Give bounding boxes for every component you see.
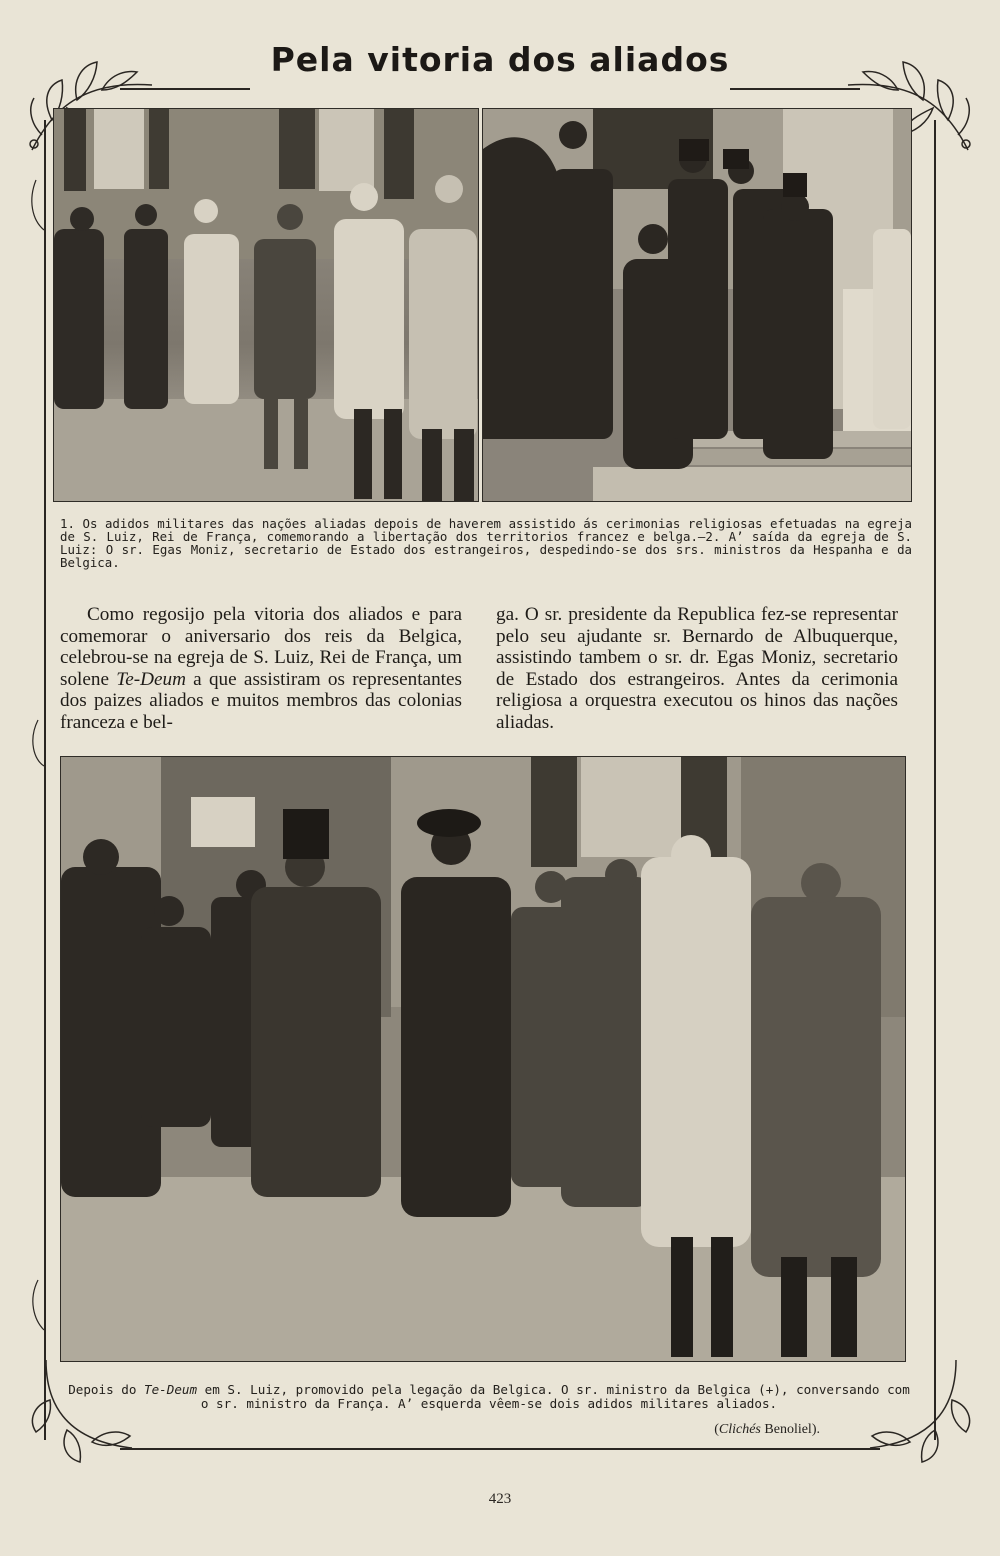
page-title: Pela vitoria dos aliados	[270, 40, 730, 79]
ornament-bottom-left-icon	[22, 1360, 152, 1470]
caption-top: 1. Os adidos militares das nações aliadas depois de haverem assistido ás cerimonias religiosas efetuadas na egreja de S. Luiz, Rei de França, comemorando a libertação dos territorios francez e belga.—2. A’ saída da egreja de S. Luiz: O sr. Egas Moniz, secretario de Estado dos estrangeiros, despedindo-se dos srs. ministros da Hespanha e da Belgica.	[60, 516, 912, 570]
article-column-right: ga. O sr. presidente da Republica fez-se representar pelo seu ajudante sr. Bernardo de Albuquerque, assistindo tambem o sr. dr. Egas Moniz, secretario de Estado dos estrangeiros. Antes da cerimonia religiosa a orquestra executou os hinos das nações aliadas.	[496, 604, 898, 733]
article-column-left	[60, 604, 462, 733]
caption-bottom	[62, 1383, 916, 1411]
frame-right-line	[934, 120, 936, 1440]
article-text-left-2: a que assistiram os representantes dos paizes aliados e muitos membros das colonias franceza e bel-	[60, 668, 462, 733]
frame-bottom-line	[120, 1448, 880, 1450]
photo-credit	[640, 1422, 820, 1438]
article-text-left-1: Como regosijo pela vitoria dos aliados e para comemorar o aniversario dos reis da Belgica, celebrou-se na egreja de S. Luiz, Rei de França, um solene	[60, 604, 462, 690]
caption-bottom-text-1: Depois do	[68, 1382, 145, 1397]
photo-church-exit	[482, 108, 912, 502]
credit-open: (	[714, 1422, 719, 1437]
credit-rest: Benoliel).	[760, 1422, 820, 1437]
page-number: 423	[488, 1491, 512, 1507]
photo-church-exit-image	[483, 109, 911, 501]
photo-after-te-deum	[60, 756, 906, 1362]
ornament-bottom-right-icon	[850, 1360, 980, 1470]
photo-military-attaches	[53, 108, 479, 502]
photo-after-te-deum-image	[61, 757, 905, 1361]
photo-military-attaches-image	[54, 109, 478, 501]
caption-bottom-text-2: em S. Luiz, promovido pela legação da Belgica. O sr. ministro da Belgica (+), conversando com o sr. ministro da França. A’ esquerda vêem-se dois adidos militares aliados.	[197, 1382, 910, 1411]
article-emphasis-te-deum: Te-Deum	[116, 668, 186, 690]
caption-bottom-emphasis: Te-Deum	[144, 1382, 198, 1397]
credit-emphasis: Clichés	[718, 1422, 761, 1437]
